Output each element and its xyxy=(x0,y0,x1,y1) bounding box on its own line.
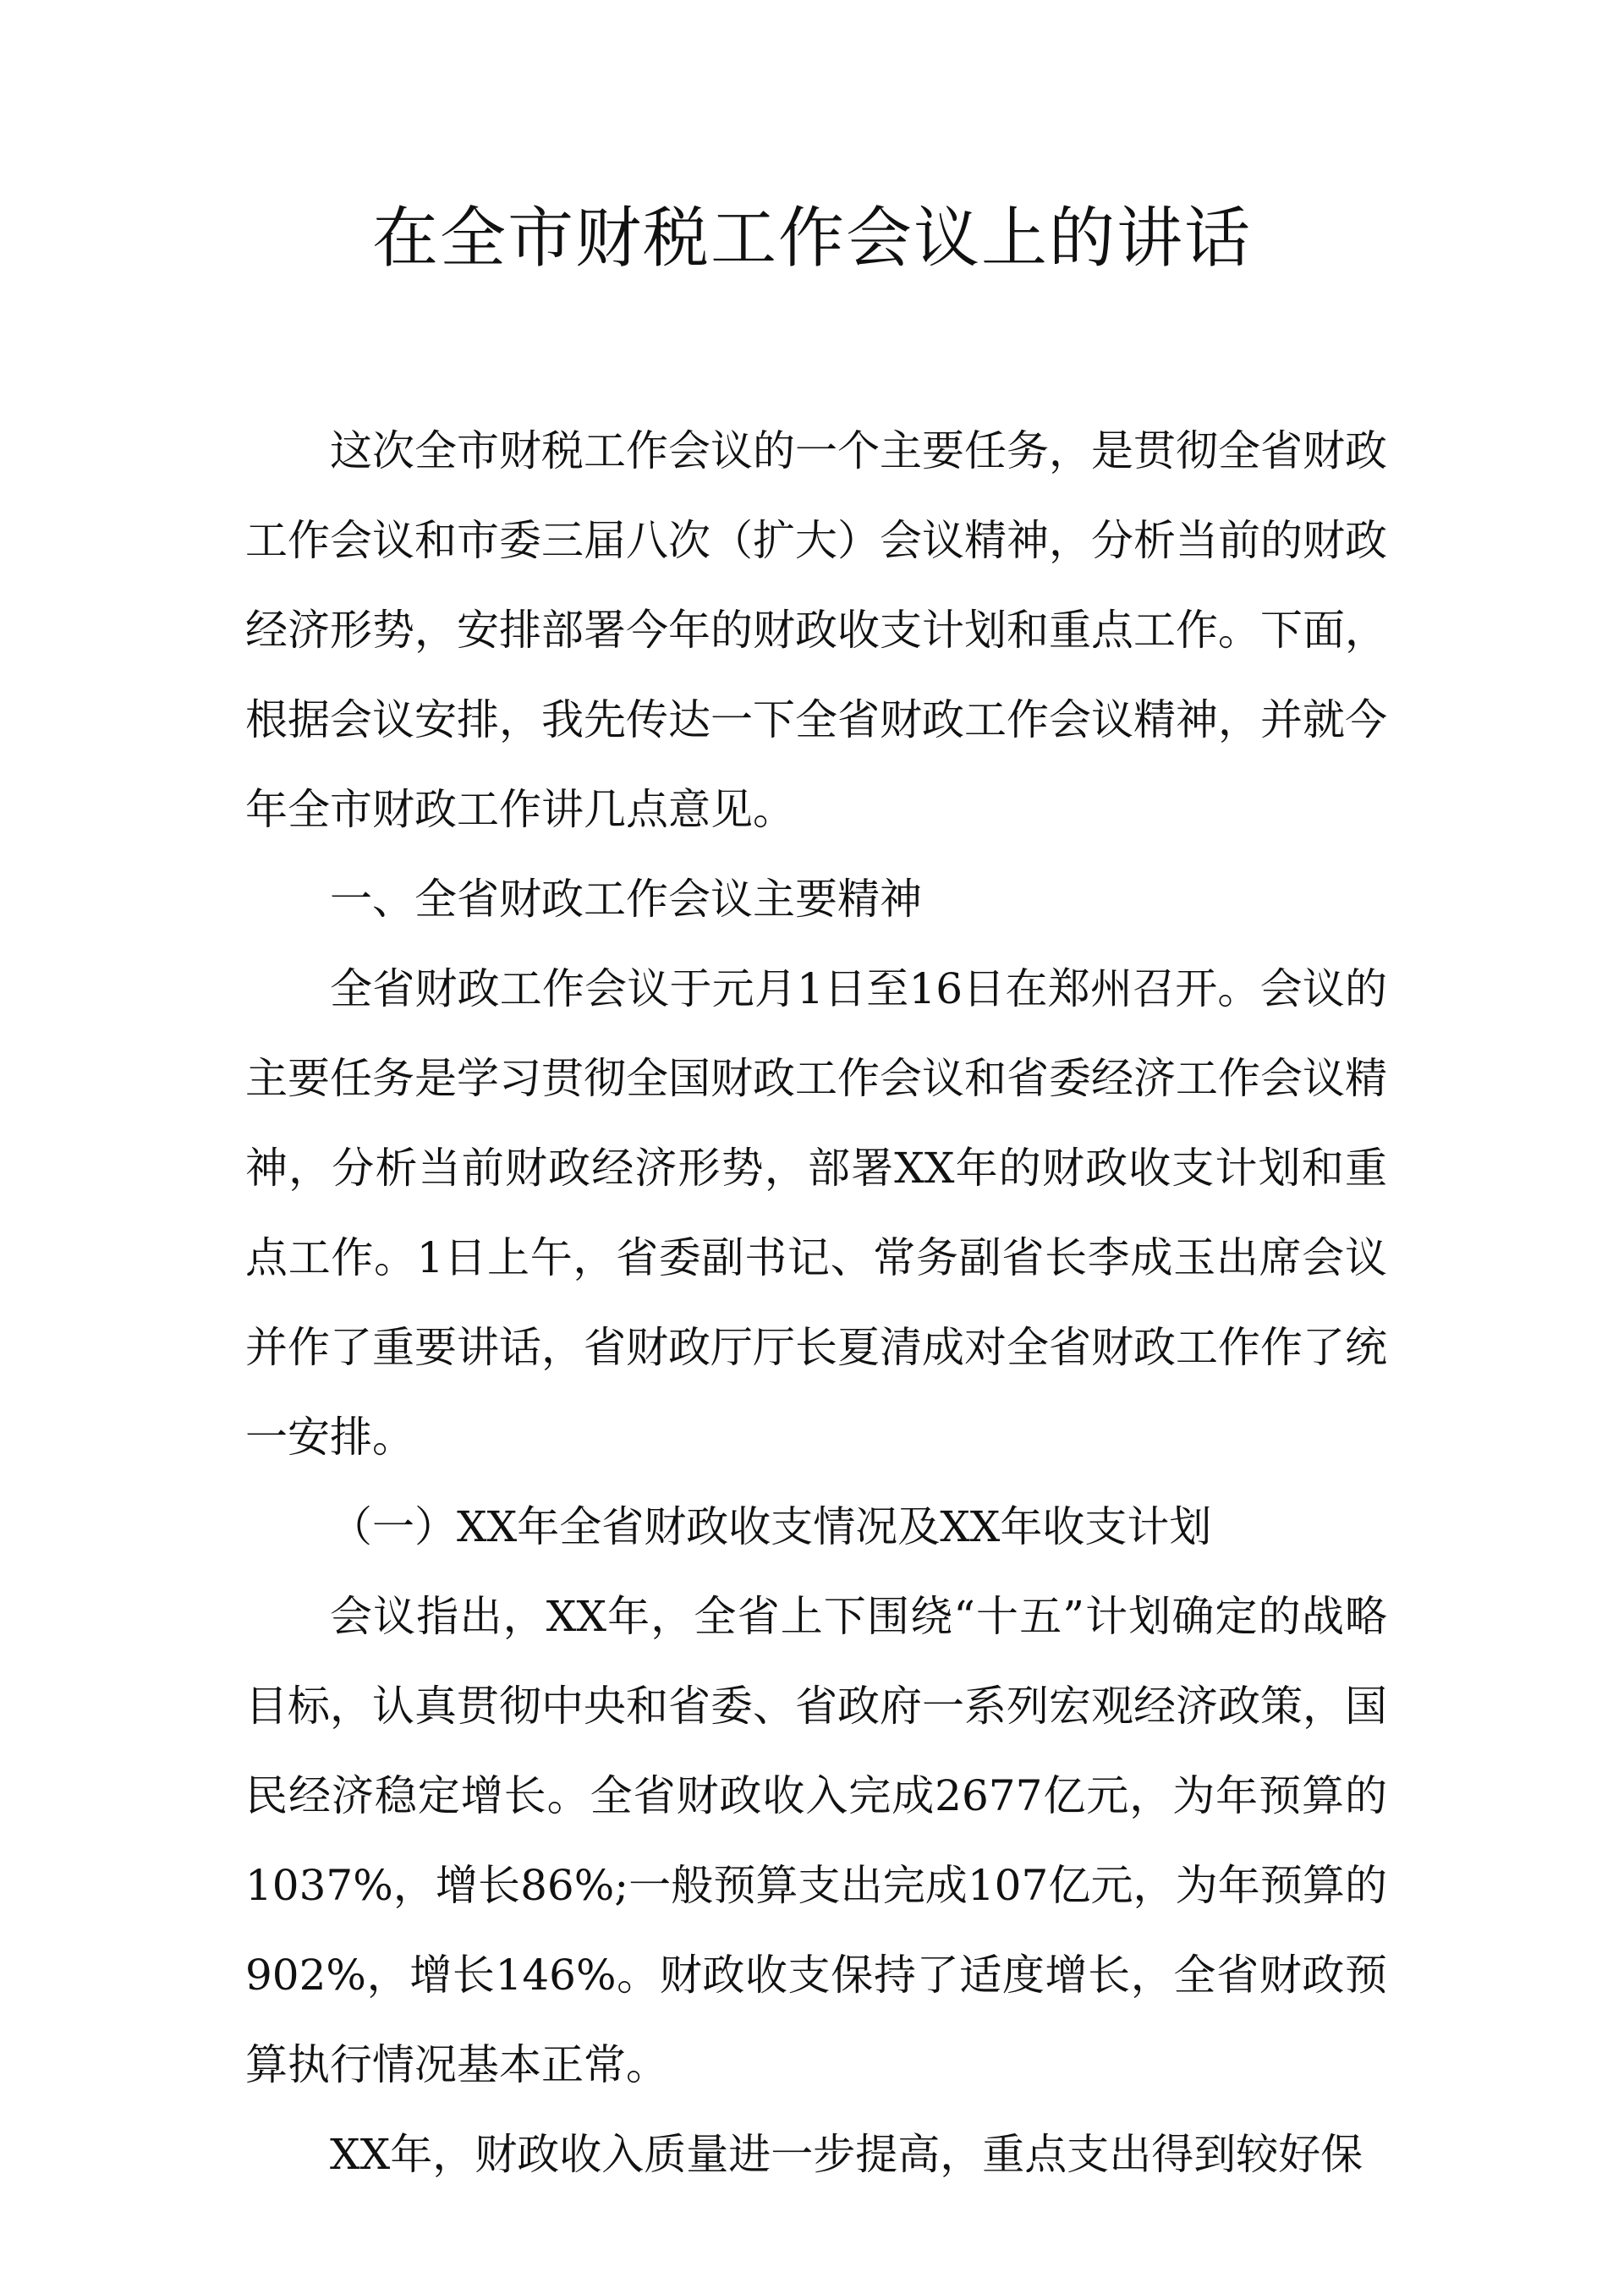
paragraph-fiscal-results: 会议指出，XX年，全省上下围绕“十五”计划确定的战略目标，认真贯彻中央和省委、省政府一系列宏观经济政策，国民经济稳定增长。全省财政收入完成2677亿元，为年预算的1037%，增长86%;一般预算支出完成107亿元，为年预算的902%，增长146%。财政收支保持了适度增长，全省财政预算执行情况基本正常。 xyxy=(245,1592,1387,2089)
paragraph-meeting-summary: 全省财政工作会议于元月1日至16日在郑州召开。会议的主要任务是学习贯彻全国财政工作会议和省委经济工作会议精神，分析当前财政经济形势，部署XX年的财政收支计划和重点工作。1日上午，省委副书记、常务副省长李成玉出席会议并作了重要讲话，省财政厅厅长夏清成对全省财政工作作了统一安排。 xyxy=(245,964,1387,1462)
section-heading-1: 一、全省财政工作会议主要精神 xyxy=(330,875,922,924)
paragraph-continued: XX年，财政收入质量进一步提高，重点支出得到较好保 xyxy=(330,2130,1363,2179)
paragraph-intro: 这次全市财税工作会议的一个主要任务，是贯彻全省财政工作会议和市委三届八次（扩大）会议精神，分析当前的财政经济形势，安排部署今年的财政收支计划和重点工作。下面，根据会议安排，我先传达一下全省财政工作会议精神，并就今年全市财政工作讲几点意见。 xyxy=(245,426,1387,834)
page-title: 在全市财税工作会议上的讲话 xyxy=(371,200,1252,277)
subsection-heading-1: （一）XX年全省财政收支情况及XX年收支计划 xyxy=(330,1502,1212,1551)
document-body xyxy=(245,406,1387,2199)
